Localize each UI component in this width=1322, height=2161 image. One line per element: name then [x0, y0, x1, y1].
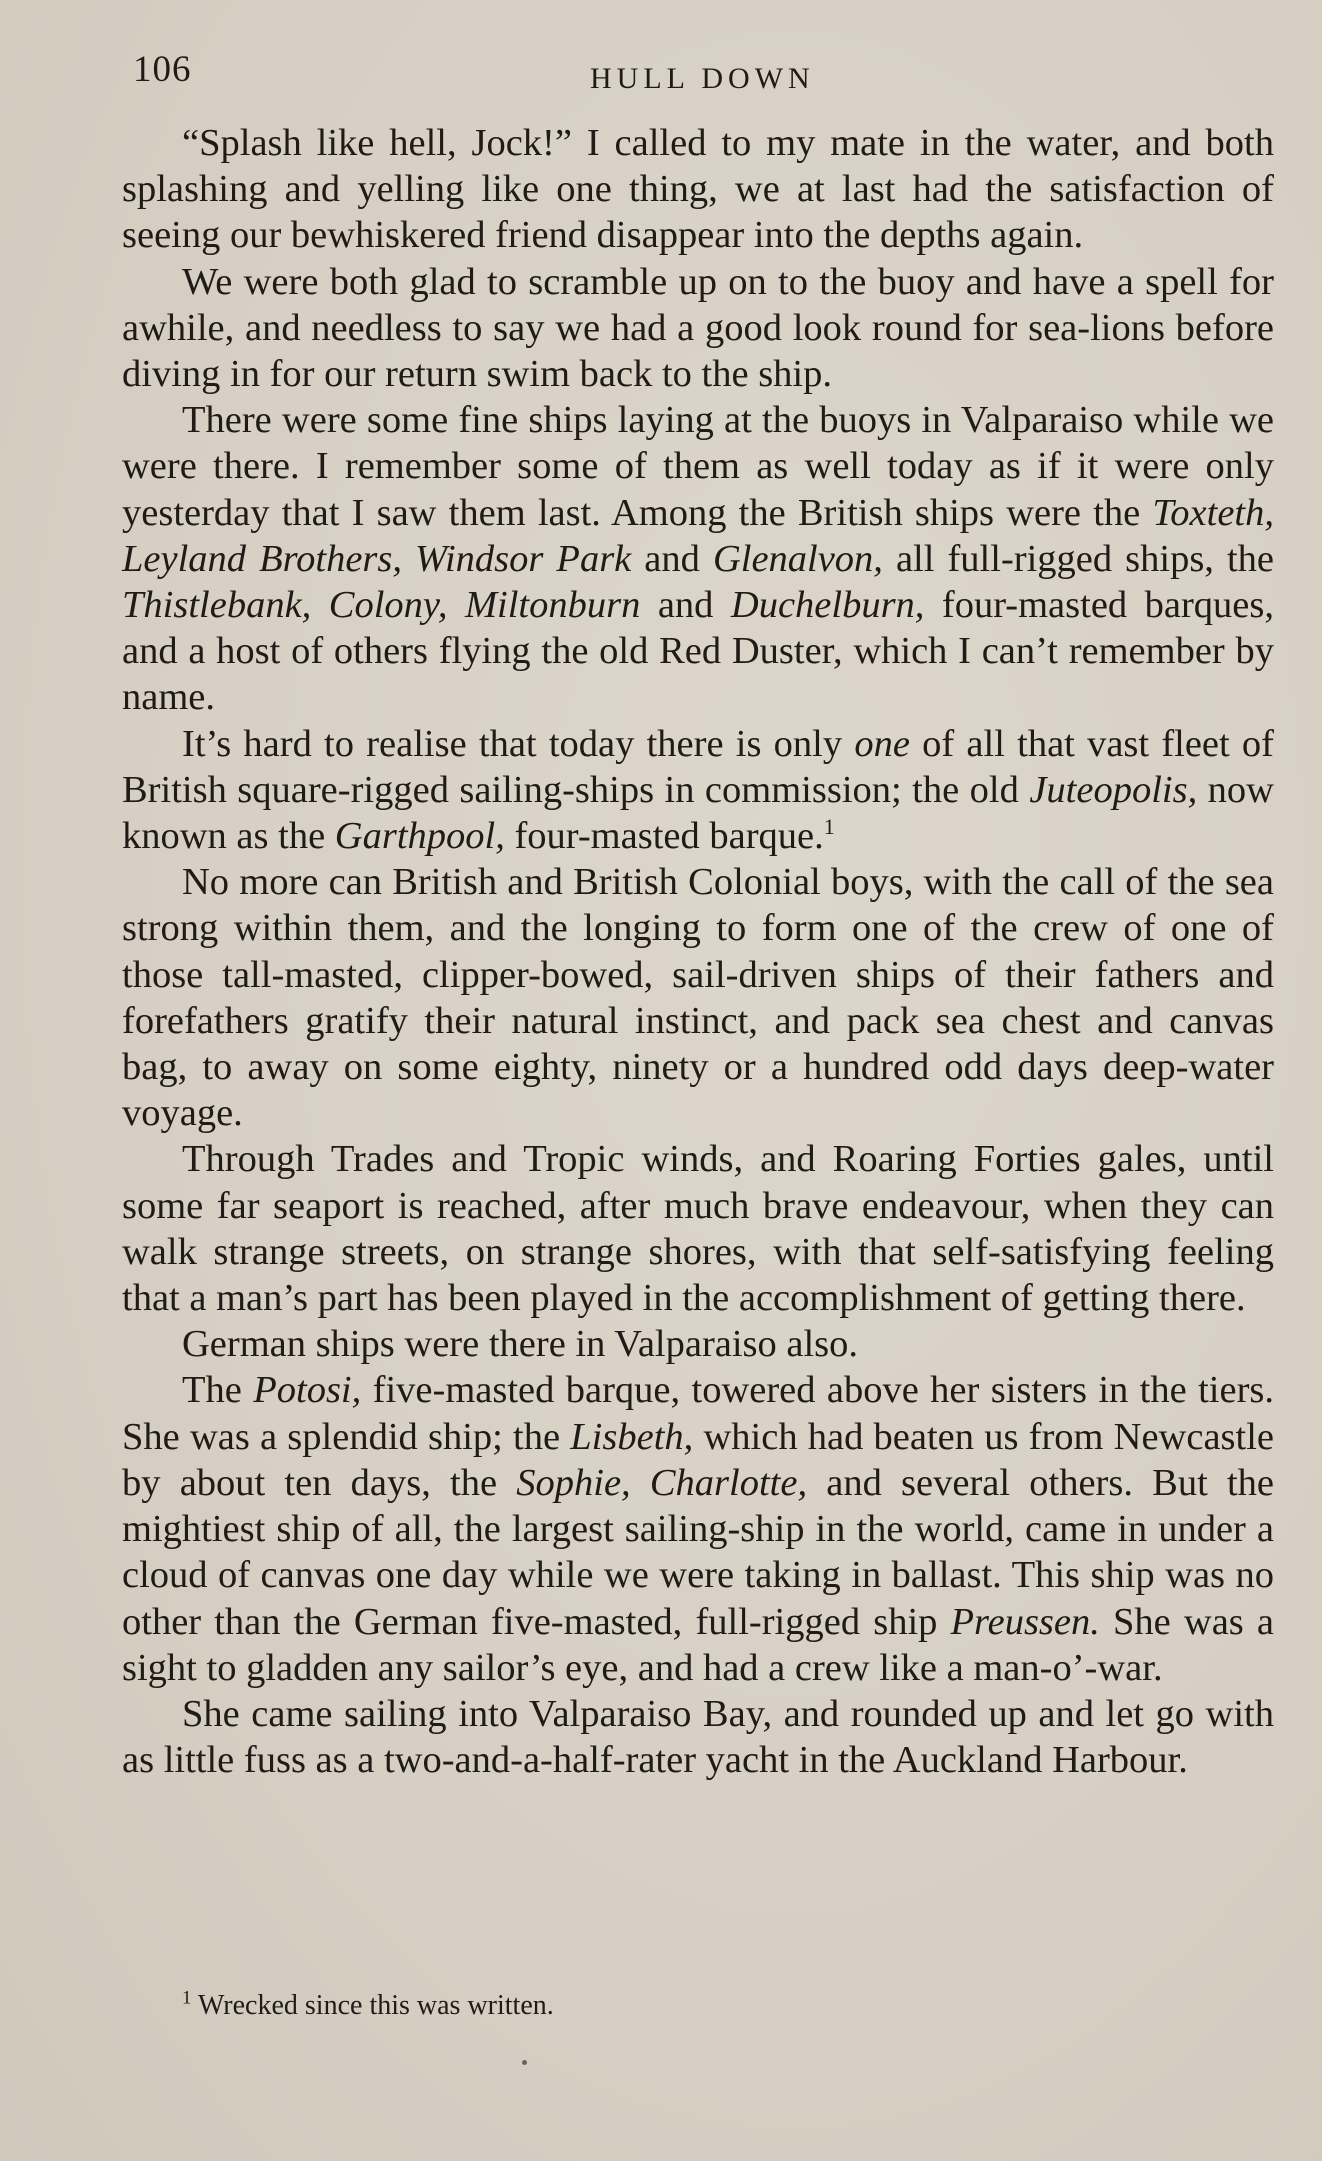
italic-text: Glenalvon, — [712, 537, 883, 580]
text-run: now known as the — [122, 768, 1274, 858]
footnote-marker: 1 — [182, 1987, 192, 2009]
italic-text: Garthpool, — [334, 815, 505, 858]
footnote — [182, 1989, 554, 2023]
paragraph — [122, 1136, 1274, 1321]
italic-text: Potosi, — [253, 1369, 362, 1412]
text-run: five-masted barque, towered above her sisters in the tiers. She was a splendid ship; the — [122, 1369, 1274, 1458]
text-run: The — [182, 1369, 254, 1412]
italic-text: Preussen. — [950, 1600, 1100, 1643]
text-run: Through Trades and Tropic winds, and Roaring Forties gales, until some far seaport is reached, after much brave endeavour, when they can walk strange streets, on strange shores, with that self-satisfying feeling that a man’s part has been played in the accomplishment of getting there. — [122, 1138, 1274, 1320]
paragraph — [122, 859, 1274, 1136]
text-run: and — [631, 537, 713, 580]
italic-text: Lisbeth, — [570, 1415, 694, 1458]
paragraph — [122, 1691, 1274, 1783]
body-text — [122, 120, 1274, 1783]
text-run: all full-rigged ships, the — [882, 537, 1274, 580]
italic-text: Duchelburn, — [730, 584, 925, 627]
text-run: There were some fine ships laying at the buoys in Valparaiso while we were there. I remember some of them as well today as if it were only yesterday that I saw them last. Among the British ships were the — [122, 399, 1274, 534]
text-run: She was a sight to gladden any sailor’s eye, and had a crew like a man-o’-war. — [122, 1600, 1274, 1689]
text-run: “Splash like hell, Jock!” I called to my mate in the water, and both splashing and yelling like one thing, we at last had the satisfaction of seeing our bewhiskered friend disappear into the depths again. — [122, 122, 1274, 257]
paragraph — [122, 1321, 1274, 1367]
italic-text: Juteopolis, — [1029, 768, 1198, 811]
footnote-text: Wrecked since this was written. — [191, 1990, 554, 2021]
text-run: We were both glad to scramble up on to the buoy and have a spell for awhile, and needless to say we had a good look round for sea-lions before diving in for our return swim back to the ship. — [122, 260, 1274, 396]
running-head: HULL DOWN — [590, 62, 815, 95]
text-run: She came sailing into Valparaiso Bay, and rounded up and let go with as little fuss as a two-and-a-half-rater yacht in the Auckland Harbour. — [122, 1692, 1274, 1782]
italic-text: Sophie, Charlotte, — [516, 1461, 808, 1504]
text-run: German ships were there in Valparaiso also. — [182, 1323, 859, 1366]
page-number: 106 — [133, 49, 192, 90]
text-run: and several others. But the mightiest ship of all, the largest sailing-ship in the world, came in under a cloud of canvas one day while we were taking in ballast. This ship was no other than the German five-masted, full-rigged ship — [122, 1461, 1274, 1643]
text-run: It’s hard to realise that today there is only — [182, 722, 855, 765]
italic-text: one — [854, 722, 910, 765]
text-run: which had beaten us from Newcastle by about ten days, the — [122, 1415, 1274, 1504]
text-run: four-masted barque. — [504, 815, 824, 858]
text-run: of all that vast fleet of British square-rigged sailing-ships in commission; the old — [122, 722, 1274, 811]
footnote-reference: 1 — [823, 814, 835, 840]
page-speck — [522, 2060, 527, 2065]
text-run: No more can British and British Colonial boys, with the call of the sea strong within them, and the longing to form one of the crew of one of those tall-masted, clipper-bowed, sail-driven ships of their fathers and forefathers gratify their natural instinct, and pack sea chest and canvas bag, to away on some eighty, ninety or a hundred odd days deep-water voyage. — [122, 861, 1274, 1135]
paragraph — [122, 1367, 1274, 1690]
italic-text: Thistlebank, Colony, Miltonburn — [122, 584, 641, 627]
paragraph — [122, 721, 1274, 860]
italic-text: Toxteth, Leyland Brothers, Windsor Park — [122, 491, 1274, 580]
paragraph — [122, 397, 1274, 720]
text-run: four-masted barques, and a host of others flying the old Red Duster, which I can’t remember by name. — [122, 584, 1274, 719]
paragraph — [122, 259, 1274, 398]
paragraph — [122, 120, 1274, 259]
text-run: and — [640, 584, 731, 627]
